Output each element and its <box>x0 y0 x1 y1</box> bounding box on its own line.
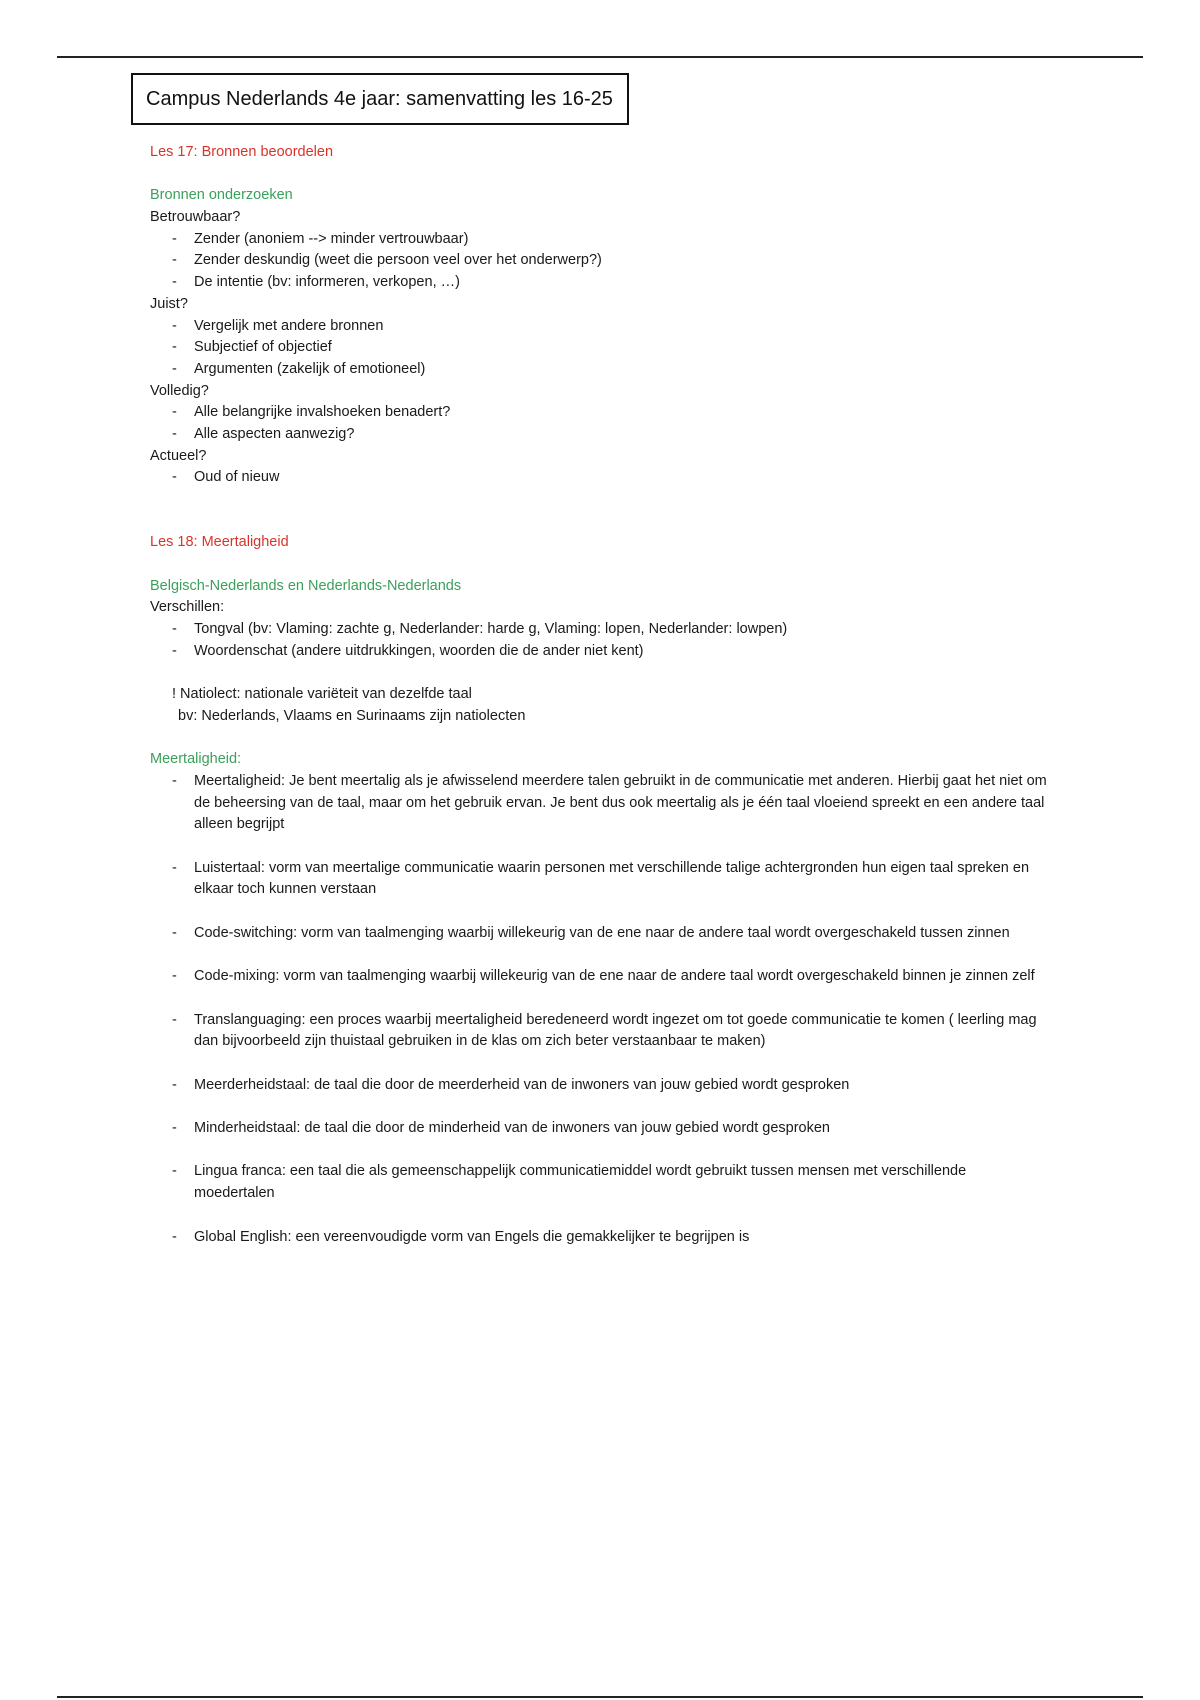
bullet-dash: - <box>172 425 177 442</box>
bullet-dash: - <box>172 230 177 247</box>
group-label: Juist? <box>150 295 188 312</box>
document-title: Campus Nederlands 4e jaar: samenvatting les 16-25 <box>146 87 613 110</box>
group-label: Volledig? <box>150 382 209 399</box>
subheading-meertaligheid: Meertaligheid: <box>150 751 242 768</box>
bullet-dash: - <box>172 859 177 876</box>
group-label: Actueel? <box>150 447 207 464</box>
definition-item: - Global English: een vereenvoudigde vorm van Engels die gemakkelijker te begrijpen is <box>150 1227 1050 1249</box>
bullet-dash: - <box>172 968 177 985</box>
list-item: - Alle aspecten aanwezig? <box>150 424 1050 446</box>
list-item: - De intentie (bv: informeren, verkopen, …) <box>150 272 1050 294</box>
list-item: - Vergelijk met andere bronnen <box>150 316 1050 338</box>
definition-item: - Lingua franca: een taal die als gemeenschappelijk communicatiemiddel wordt gebruikt tussen mensen met verschillende moedertalen <box>150 1161 1050 1204</box>
bullet-dash: - <box>172 642 177 659</box>
list-item: - Woordenschat (andere uitdrukkingen, woorden die de ander niet kent) <box>150 641 1050 663</box>
definition-item: - Meerderheidstaal: de taal die door de meerderheid van de inwoners van jouw gebied wordt gesproken <box>150 1075 1050 1097</box>
subheading-belgisch-nederlands: Belgisch-Nederlands en Nederlands-Nederlands <box>150 577 462 594</box>
list-item: - Subjectief of objectief <box>150 337 1050 359</box>
list-item: - Oud of nieuw <box>150 467 1050 489</box>
definition-item: - Luistertaal: vorm van meertalige communicatie waarin personen met verschillende talige achtergronden hun eigen taal spreken en elkaar toch kunnen verstaan <box>150 858 1050 901</box>
bullet-dash: - <box>172 1228 177 1245</box>
bullet-dash: - <box>172 1076 177 1093</box>
bullet-dash: - <box>172 274 177 291</box>
group-label-verschillen: Verschillen: <box>150 599 225 616</box>
bullet-dash: - <box>172 317 177 334</box>
natiolect-example: bv: Nederlands, Vlaams en Surinaams zijn natiolecten <box>178 707 526 724</box>
subheading-bronnen-onderzoeken: Bronnen onderzoeken <box>150 187 293 204</box>
bullet-dash: - <box>172 469 177 486</box>
bottom-rule <box>57 1696 1143 1698</box>
bullet-dash: - <box>172 1163 177 1180</box>
section-heading-les17: Les 17: Bronnen beoordelen <box>150 144 334 160</box>
bullet-dash: - <box>172 924 177 941</box>
natiolect-note: ! Natiolect: nationale variëteit van dezelfde taal <box>172 686 472 703</box>
definition-item: - Code-mixing: vorm van taalmenging waarbij willekeurig van de ene naar de andere taal wordt overgeschakeld binnen je zinnen zelf <box>150 966 1050 988</box>
list-item: - Alle belangrijke invalshoeken benadert? <box>150 402 1050 424</box>
definition-item: - Minderheidstaal: de taal die door de minderheid van de inwoners van jouw gebied wordt gesproken <box>150 1118 1050 1140</box>
bullet-dash: - <box>172 404 177 421</box>
bullet-dash: - <box>172 1011 177 1028</box>
group-label: Betrouwbaar? <box>150 209 241 226</box>
bullet-dash: - <box>172 339 177 356</box>
list-item: - Zender deskundig (weet die persoon veel over het onderwerp?) <box>150 250 1050 272</box>
document-body <box>150 142 1050 1248</box>
bullet-dash: - <box>172 1120 177 1137</box>
document-title-box <box>131 73 629 125</box>
bullet-dash: - <box>172 621 177 638</box>
bullet-dash: - <box>172 360 177 377</box>
list-item: - Argumenten (zakelijk of emotioneel) <box>150 359 1050 381</box>
bullet-dash: - <box>172 252 177 269</box>
bullet-dash: - <box>172 772 177 789</box>
definition-item: - Meertaligheid: Je bent meertalig als je afwisselend meerdere talen gebruikt in de communicatie met anderen. Hierbij gaat het niet om de beheersing van de taal, maar om het gebruik ervan. Je bent dus ook meertalig als je één taal vloeiend spreekt en een andere taal alleen begrijpt <box>150 771 1050 836</box>
list-item: - Zender (anoniem --> minder vertrouwbaar) <box>150 229 1050 251</box>
top-rule <box>57 56 1143 58</box>
section-heading-les18: Les 18: Meertaligheid <box>150 534 289 551</box>
list-item: - Tongval (bv: Vlaming: zachte g, Nederlander: harde g, Vlaming: lopen, Nederlander: lowpen) <box>150 619 1050 641</box>
definition-item: - Translanguaging: een proces waarbij meertaligheid beredeneerd wordt ingezet om tot goede communicatie te komen ( leerling mag dan bijvoorbeeld zijn thuistaal gebruiken in de klas om zich beter verstaanbaar te maken) <box>150 1010 1050 1053</box>
definition-item: - Code-switching: vorm van taalmenging waarbij willekeurig van de ene naar de andere taal wordt overgeschakeld tussen zinnen <box>150 923 1050 945</box>
